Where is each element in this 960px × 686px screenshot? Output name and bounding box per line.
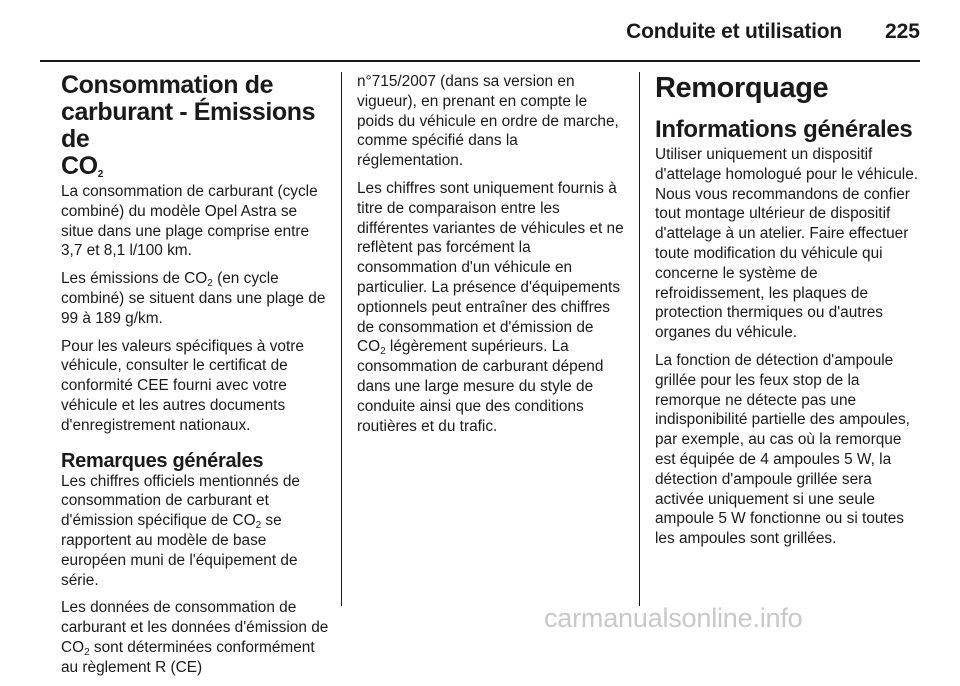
column-divider-1 xyxy=(341,72,342,606)
paragraph: n°715/2007 (dans sa version en vigueur), en prenant en compte le poids du véhicule en ordre de marche, comme spécifié dans la réglementation. xyxy=(357,73,619,170)
column-3 xyxy=(655,72,923,557)
text-run: Les émissions de CO xyxy=(61,270,208,288)
text-run: (en cycle combiné) se situent dans une plage de 99 à 189 g/km. xyxy=(61,270,326,327)
text-run: Les chiffres sont uniquement fournis à titre de comparaison entre les différentes variantes de véhicules et ne reflètent pas forcément la consommation d'un véhicule en particulier. La présence d'équipements optionnels peut entraîner des chiffres de consommation et d'émission de CO xyxy=(357,179,624,356)
paragraph xyxy=(357,179,625,436)
column-divider-2 xyxy=(639,72,640,606)
heading-line: CO xyxy=(61,152,98,180)
subscript: 2 xyxy=(207,278,213,290)
text-run: sont déterminées conformément au règlement R (CE) xyxy=(61,638,315,676)
text-run: Les données de consommation de carburant et les données d'émission de CO xyxy=(61,599,329,656)
text-run: Les chiffres officiels mentionnés de consommation de carburant et d'émission spécifique de CO xyxy=(61,472,300,530)
section-heading-general-remarks: Remarques générales xyxy=(61,449,264,472)
paragraph: La consommation de carburant (cycle combiné) du modèle Opel Astra se situe dans une plage comprise entre 3,7 et 8,1 l/100 km. xyxy=(61,183,318,260)
page-number: 225 xyxy=(884,20,920,43)
paragraph xyxy=(61,472,329,591)
column-1 xyxy=(61,72,329,686)
heading-line: Consommation de xyxy=(61,71,274,99)
paragraph: Utiliser uniquement un dispositif d'attelage homologué pour le véhicule. Nous vous recommandons de confier tout montage ultérieur de dispositif d'attelage à un atelier. Faire effectuer toute modification du véhicule qui concerne le système de refroidissement, les plaques de protection thermiques ou d'autres organes du véhicule. xyxy=(655,146,919,342)
header-divider xyxy=(40,60,920,62)
column-2 xyxy=(357,72,625,444)
subscript: 2 xyxy=(255,520,262,532)
heading-line: carburant - Émissions de xyxy=(61,98,316,153)
paragraph: Pour les valeurs spécifiques à votre véhicule, consulter le certificat de conformité CEE fourni avec votre véhicule et les autres documents d'enregistrement nationaux. xyxy=(61,337,304,434)
subscript: 2 xyxy=(84,646,90,658)
text-run: se rapportent au modèle de base européen muni de l'équipement de série. xyxy=(61,512,298,589)
subscript: 2 xyxy=(380,346,386,358)
watermark: carmanualsonline.info xyxy=(544,603,803,633)
paragraph: La fonction de détection d'ampoule grillée pour les feux stop de la remorque ne détecte pas une indisponibilité partielle des ampoules, par exemple, au cas où la remorque est équipée de 4 ampoules 5 W, la détection d'ampoule grillée sera activée uniquement si une seule ampoule 5 W fonctionne ou si toutes les ampoules sont grillées. xyxy=(655,351,910,548)
section-heading-general-info: Informations générales xyxy=(655,116,913,143)
section-heading-towing: Remorquage xyxy=(655,72,829,104)
text-run: légèrement supérieurs. La consommation de carburant dépend dans une large mesure du style de conduite ainsi que des conditions routières et du trafic. xyxy=(357,338,604,435)
section-heading-fuel-consumption xyxy=(61,72,329,180)
paragraph xyxy=(61,269,329,328)
page-header-title: Conduite et utilisation xyxy=(626,20,842,43)
paragraph xyxy=(61,598,329,677)
subscript: 2 xyxy=(97,169,103,180)
